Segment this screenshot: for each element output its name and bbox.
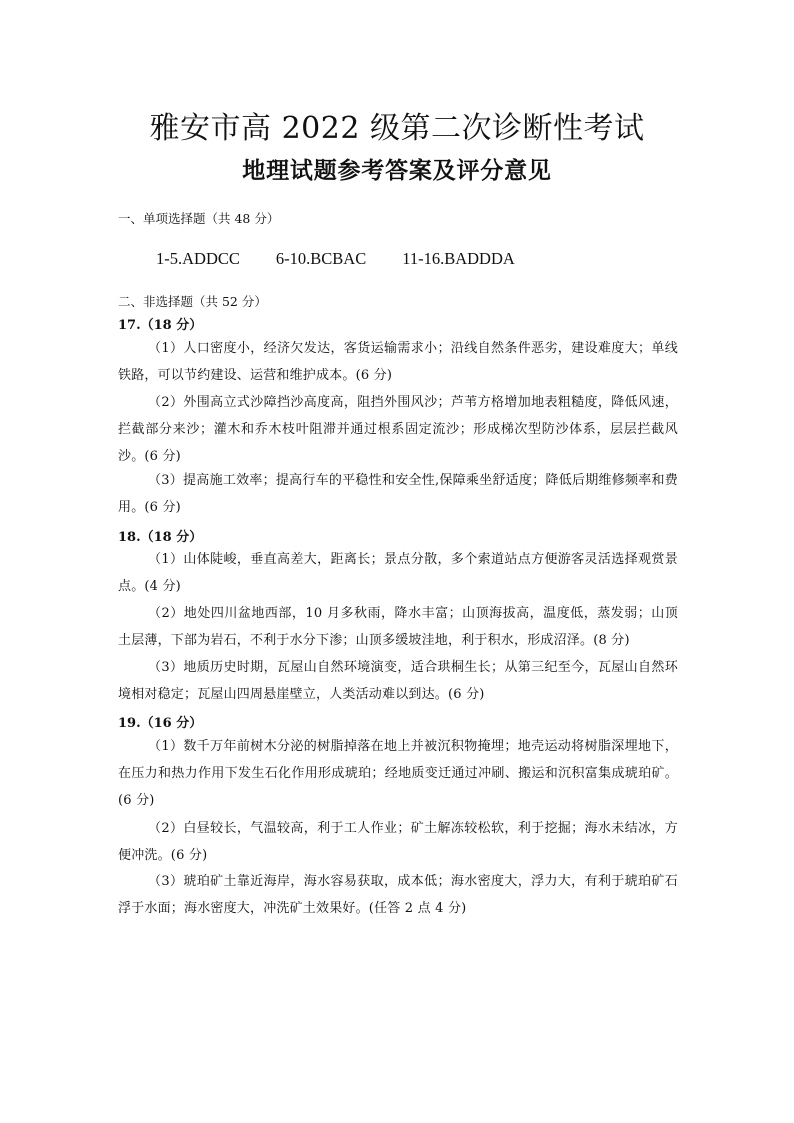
exam-subtitle: 地理试题参考答案及评分意见 [242, 158, 552, 184]
question-17-heading: 17.（18 分） [118, 318, 203, 333]
section-2-heading: 二、非选择题（共 52 分） [118, 294, 267, 309]
question-18-heading: 18.（18 分） [118, 530, 203, 545]
question-18-part-3: （3）地质历史时期，瓦屋山自然环境演变，适合珙桐生长；从第三纪至今，瓦屋山自然环境相对稳定；瓦屋山四周悬崖壁立，人类活动难以到达。(6 分) [118, 660, 678, 703]
answer-group-11-16: 11-16.BADDDA [402, 249, 515, 268]
question-17-part-1: （1）人口密度小，经济欠发达，客货运输需求小；沿线自然条件恶劣，建设难度大；单线铁路，可以节约建设、运营和维护成本。(6 分) [118, 341, 678, 384]
exam-title: 雅安市高 2022 级第二次诊断性考试 [149, 111, 645, 146]
question-17-part-3: （3）提高施工效率；提高行车的平稳性和安全性,保障乘坐舒适度；降低后期维修频率和费用。(6 分) [118, 473, 678, 516]
question-19-part-1: （1）数千万年前树木分泌的树脂掉落在地上并被沉积物掩埋；地壳运动将树脂深埋地下，在压力和热力作用下发生石化作用形成琥珀；经地质变迁通过冲刷、搬运和沉积富集成琥珀矿。(6 分) [118, 739, 678, 809]
question-18-part-2: （2）地处四川盆地西部，10 月多秋雨，降水丰富；山顶海拔高，温度低，蒸发弱；山顶土层薄，下部为岩石，不利于水分下渗；山顶多缓坡洼地，利于积水，形成沼泽。(8 分) [118, 606, 678, 649]
question-19-heading: 19.（16 分） [118, 716, 203, 731]
answer-group-1-5: 1-5.ADDCC [156, 249, 240, 268]
multiple-choice-answers [156, 249, 515, 269]
question-19-part-3: （3）琥珀矿土靠近海岸，海水容易获取，成本低；海水密度大，浮力大，有利于琥珀矿石浮于水面；海水密度大，冲洗矿土效果好。(任答 2 点 4 分) [118, 874, 678, 917]
section-1-heading: 一、单项选择题（共 48 分） [118, 211, 280, 226]
answer-group-6-10: 6-10.BCBAC [275, 249, 367, 268]
question-18-part-1: （1）山体陡峻，垂直高差大，距离长；景点分散，多个索道站点方便游客灵活选择观赏景点。(4 分) [118, 552, 678, 595]
question-19-part-2: （2）白昼较长，气温较高，利于工人作业；矿土解冻较松软，利于挖掘；海水未结冰，方便冲洗。(6 分) [118, 821, 678, 864]
question-17-part-2: （2）外围高立式沙障挡沙高度高，阻挡外围风沙；芦苇方格增加地表粗糙度，降低风速，拦截部分来沙；灌木和乔木枝叶阻滞并通过根系固定流沙；形成梯次型防沙体系，层层拦截风沙。(6 分) [118, 395, 678, 465]
